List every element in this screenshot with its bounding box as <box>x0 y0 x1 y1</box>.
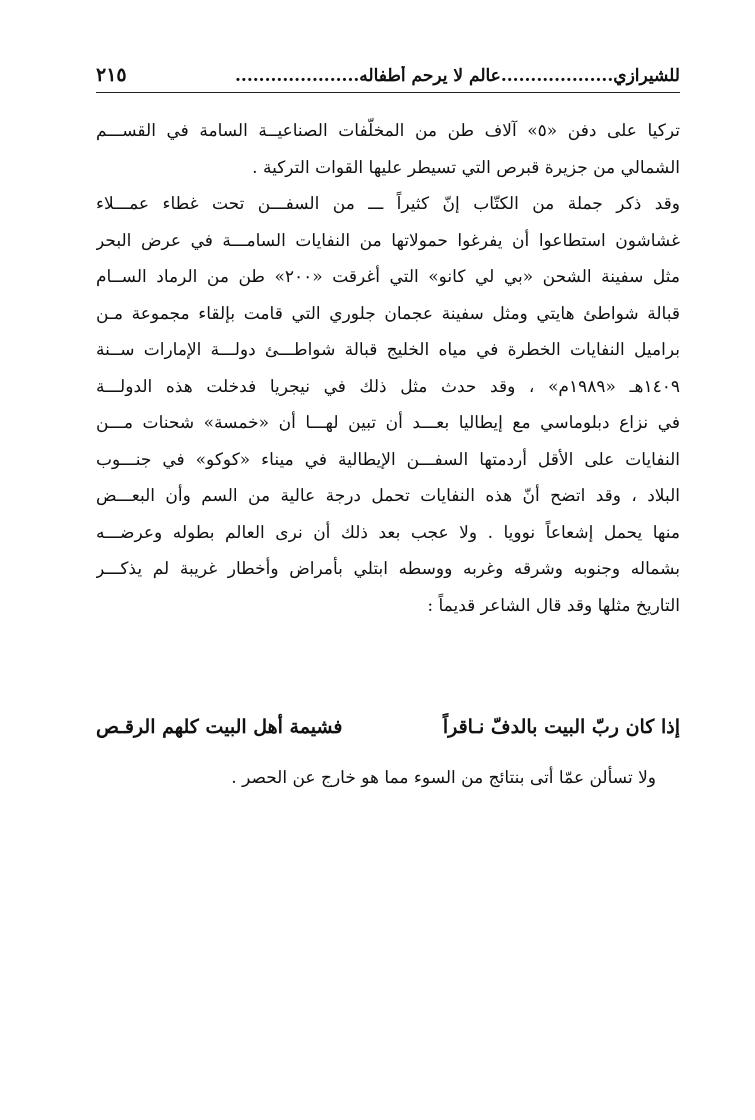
poetry-verse <box>96 707 680 747</box>
text-line: البلاد ، وقد اتضح أنّ هذه النفايات تحمل درجة عالية من السم وأن البعـــض <box>96 486 680 506</box>
text-line: قبالة شواطئ هايتي ومثل سفينة عجمان جلوري التي قامت بإلقاء مجموعة مـن <box>96 303 680 324</box>
text-line: النفايات على الأقل أردمتها السفـــن الإيطالية في ميناء «كوكو» في جنـــوب <box>96 449 680 470</box>
text-line: تركيا على دفن «٥» آلاف طن من المخلّفات الصناعيــة السامة في القســـم <box>96 121 680 141</box>
running-title: للشيرازي...................عالم لا يرحم أطفاله..................... <box>235 66 680 86</box>
text-line: الشمالي من جزيرة قبرص التي تسيطر عليها القوات التركية . <box>252 157 680 178</box>
page-number: ٢١٥ <box>96 64 127 86</box>
text-line: بشماله وجنوبه وشرقه وغربه ووسطه ابتلي بأمراض وأخطار غريبة لم يذكـــر <box>96 559 680 579</box>
body-paragraph <box>96 113 680 624</box>
text-line: مثل سفينة الشحن «بي لي كانو» التي أغرقت «٢٠٠» طن من الرماد الســام <box>96 267 680 287</box>
text-line: التاريخ مثلها وقد قال الشاعر قديماً : <box>427 595 680 616</box>
text-line: منها يحمل إشعاعاً نوويا . ولا عجب بعد ذلك أن نرى العالم بطوله وعرضـــه <box>96 522 680 543</box>
page-header <box>96 52 680 86</box>
text-line: في نزاع دبلوماسي مع إيطاليا بعـــد أن تبين لهـــا أن «خمسة» شحنات مـــن <box>96 413 680 433</box>
text-line: براميل النفايات الخطرة في مياه الخليج قبالة شواطـــئ دولـــة الإمارات ســنة <box>96 340 680 360</box>
closing-line: ولا تسألن عمّا أتى بنتائج من السوء مما هو خارج عن الحصر . <box>231 768 656 788</box>
verse-second-hemistich: فشيمة أهل البيت كلهم الرقـص <box>96 716 343 738</box>
verse-first-hemistich: إذا كان ربّ البيت بالدفّ نـاقراً <box>442 716 680 738</box>
text-line: غشاشون استطاعوا أن يفرغوا حمولاتها من النفايات السامـــة في عرض البحر <box>96 230 680 251</box>
header-rule <box>96 92 680 93</box>
text-line: ١٤٠٩هـ «١٩٨٩م» ، وقد حدث مثل ذلك في نيجريا فدخلت هذه الدولـــة <box>96 376 680 397</box>
text-line: وقد ذكر جملة من الكتّاب إنّ كثيراً ـــ من السفـــن تحت غطاء عمـــلاء <box>96 194 680 214</box>
